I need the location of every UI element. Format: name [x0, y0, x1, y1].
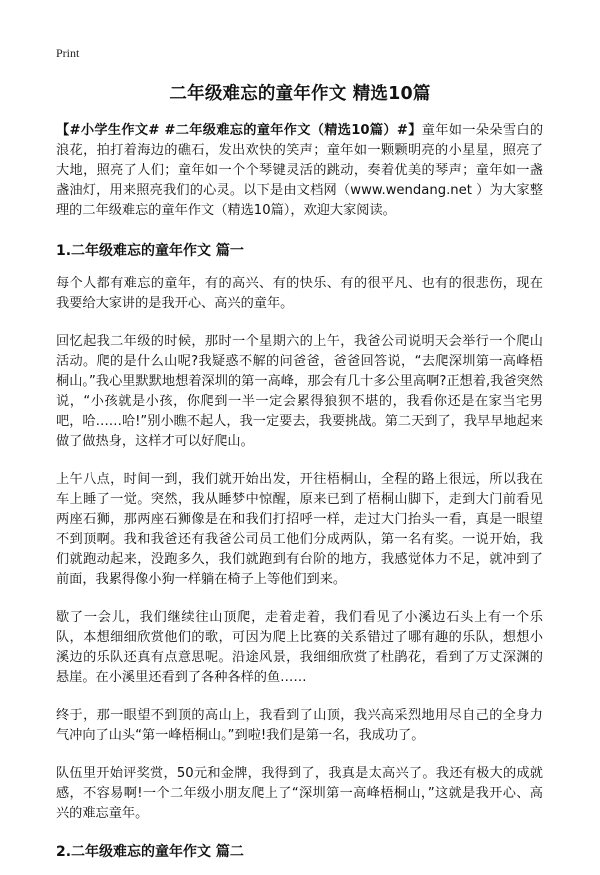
page-title: 二年级难忘的童年作文 精选10篇: [169, 84, 431, 104]
section-1-heading: 1.二年级难忘的童年作文 篇一: [56, 243, 244, 259]
section-2-heading: 2.二年级难忘的童年作文 篇二: [56, 844, 244, 860]
paragraph: 终于，那一眼望不到顶的高山上，我看到了山顶，我兴高采烈地用尽自己的全身力气冲向了山头“第一峰梧桐山。”到啦!我们是第一名，我成功了。: [56, 708, 543, 743]
print-link[interactable]: Print: [56, 46, 80, 60]
paragraph: 每个人都有难忘的童年，有的高兴、有的快乐、有的很平凡、也有的很悲伤，现在我要给大家讲的是我开心、高兴的童年。: [56, 276, 543, 311]
paragraph: 队伍里开始评奖赏，50元和金牌，我得到了，我真是太高兴了。我还有极大的成就感，不容易啊!一个二年级小朋友爬上了“深圳第一高峰梧桐山，”这就是我开心、高兴的难忘童年。: [56, 766, 543, 821]
intro-text: 童年如一朵朵雪白的浪花，拍打着海边的礁石，发出欢快的笑声；童年如一颗颗明亮的小星星，照亮了大地，照亮了人们；童年如一个个琴键灵活的跳动，奏着优美的琴声；童年如一盏盏油灯，用来照亮我们的心灵。以下是由文档网（www.wendang.net ）为大家整理的二年级难忘的童年作文（精选10篇），欢迎大家阅读。: [56, 123, 544, 218]
paragraph: 回忆起我二年级的时候，那时一个星期六的上午，我爸公司说明天会举行一个爬山活动。爬的是什么山呢?我疑惑不解的问爸爸，爸爸回答说，“去爬深圳第一高峰梧桐山。”我心里默默地想着深圳的第一高峰，那会有几十多公里高啊?正想着,我爸突然说，“小孩就是小孩，你爬到一半一定会累得狼狈不堪的，我看你还是在家当宅男吧，哈……哈!”别小瞧不起人，我一定要去，我要挑战。第二天到了，我早早地起来做了做热身，这样才可以好爬山。: [56, 334, 543, 449]
article-body: [56, 121, 543, 875]
intro-tags: 【#小学生作文# #二年级难忘的童年作文（精选10篇）#】: [56, 123, 422, 138]
intro-paragraph: [56, 121, 543, 221]
paragraph: 歇了一会儿，我们继续往山顶爬，走着走着，我们看见了小溪边石头上有一个乐队，本想细细欣赏他们的歌，可因为爬上比赛的关系错过了哪有趣的乐队，想想小溪边的乐队还真有点意思呢。沿途风景，我细细欣赏了杜鹃花，看到了万丈深渊的悬崖。在小溪里还看到了各种各样的鱼……: [56, 610, 543, 685]
paragraph: 上午八点，时间一到，我们就开始出发，开往梧桐山，全程的路上很远，所以我在车上睡了一觉。突然，我从睡梦中惊醒，原来已到了梧桐山脚下，走到大门前看见两座石狮，那两座石狮像是在和我们打招呼一样，走过大门抬头一看，真是一眼望不到顶啊。我和我爸还有我爸公司员工他们分成两队，第一名有奖。一说开始，我们就跑动起来，没跑多久，我们就跑到有台阶的地方，我感觉体力不足，就冲到了前面，我累得像小狗一样躺在椅子上等他们到来。: [56, 472, 543, 587]
